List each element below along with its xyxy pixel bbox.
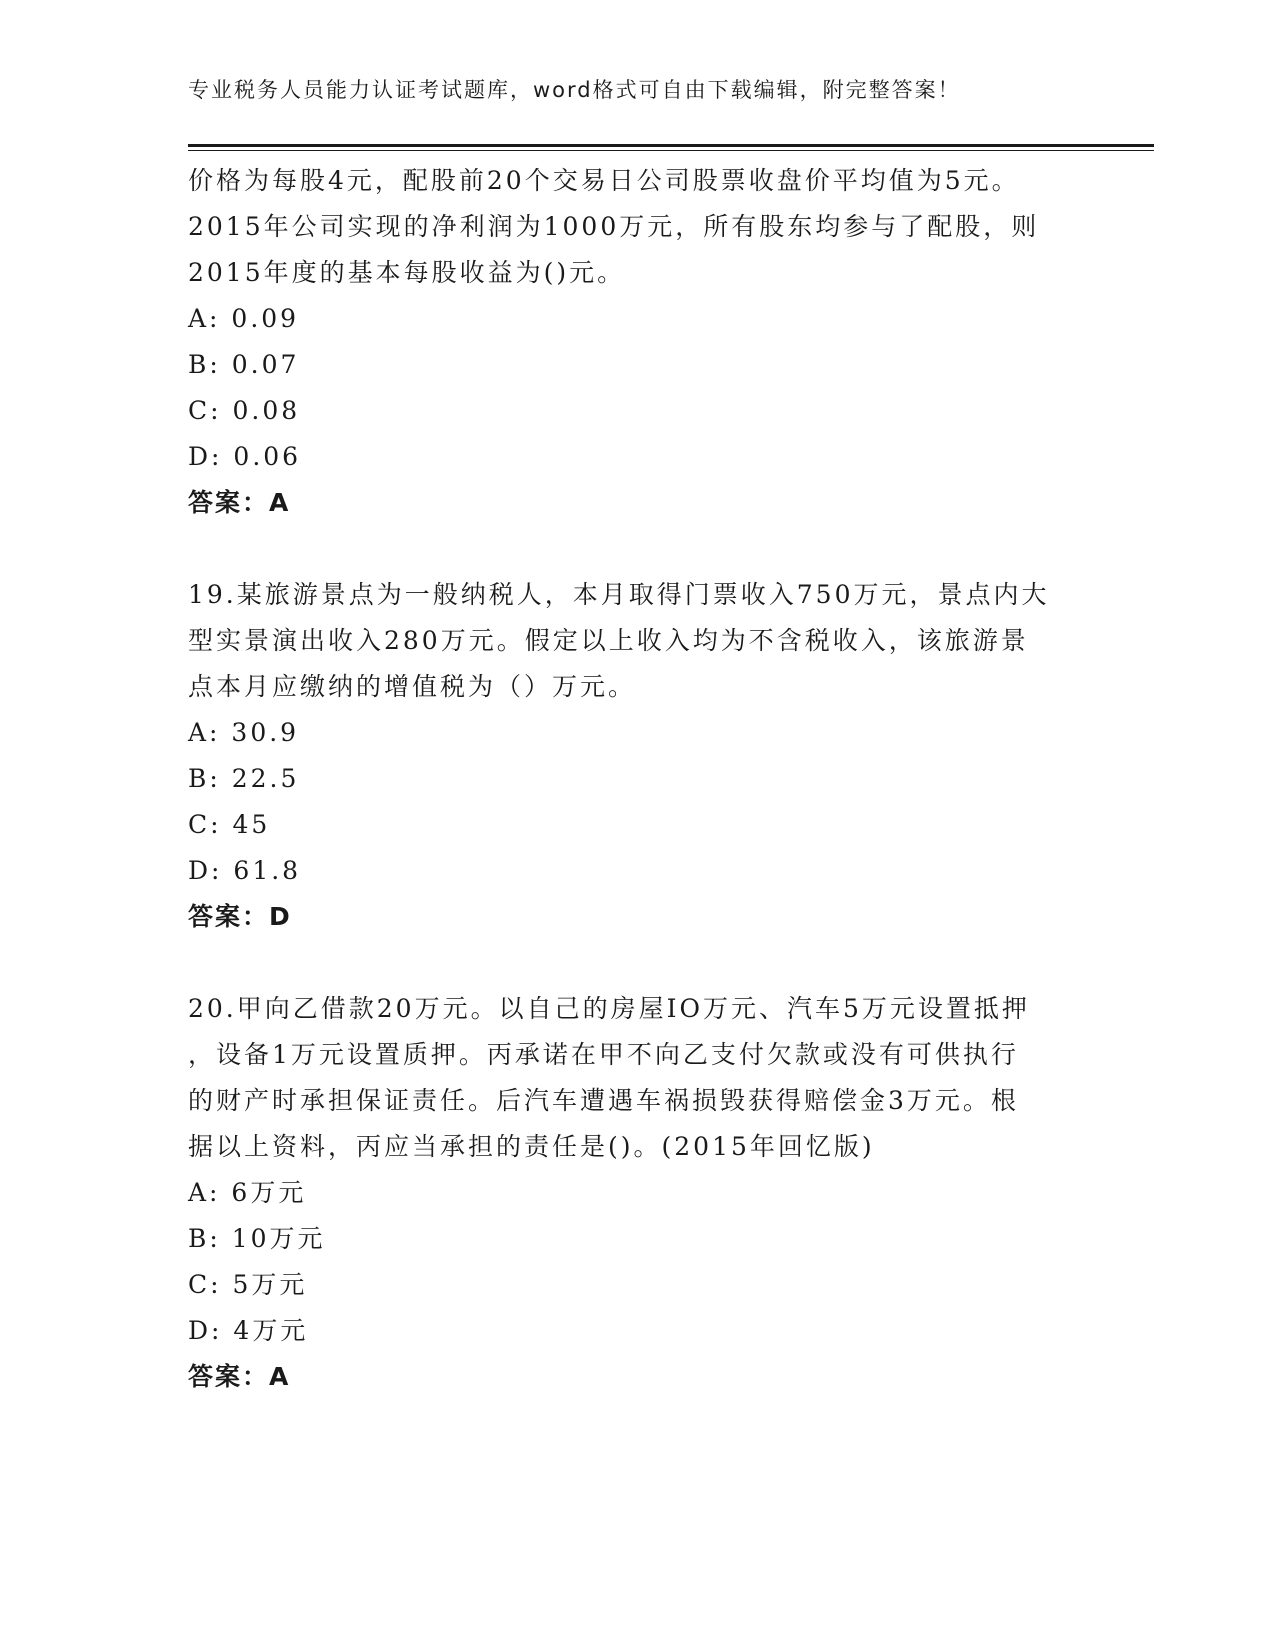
header-rule-thick xyxy=(188,144,1154,147)
header-rule-thin xyxy=(188,150,1154,151)
question-text-line: 型实景演出收入280万元。假定以上收入均为不含税收入，该旅游景 xyxy=(188,626,1029,655)
question-text-line: 2015年度的基本每股收益为()元。 xyxy=(188,258,626,287)
answer-label: 答案：A xyxy=(188,1362,291,1391)
option-b: B: 22.5 xyxy=(188,764,300,793)
question-text-line: 的财产时承担保证责任。后汽车遭遇车祸损毁获得赔偿金3万元。根 xyxy=(188,1086,1019,1115)
option-d: D: 61.8 xyxy=(188,856,302,885)
spacer xyxy=(188,526,1088,572)
question-text-line: 20.甲向乙借款20万元。以自己的房屋IO万元、汽车5万元设置抵押 xyxy=(188,994,1030,1023)
question-block-20 xyxy=(188,986,1088,1400)
question-text-line: 19.某旅游景点为一般纳税人，本月取得门票收入750万元，景点内大 xyxy=(188,580,1050,609)
question-block-18 xyxy=(188,158,1088,526)
document-body xyxy=(188,158,1088,1400)
question-text-line: ，设备1万元设置质押。丙承诺在甲不向乙支付欠款或没有可供执行 xyxy=(188,1040,1019,1069)
option-b: B: 0.07 xyxy=(188,350,300,379)
question-text-line: 价格为每股4元，配股前20个交易日公司股票收盘价平均值为5元。 xyxy=(188,166,1020,195)
question-text-line: 点本月应缴纳的增值税为（）万元。 xyxy=(188,672,637,701)
option-d: D: 4万元 xyxy=(188,1316,309,1345)
option-a: A: 30.9 xyxy=(188,718,300,747)
option-a: A: 6万元 xyxy=(188,1178,307,1207)
answer-label: 答案：D xyxy=(188,902,292,931)
option-d: D: 0.06 xyxy=(188,442,302,471)
question-text-line: 2015年公司实现的净利润为1000万元，所有股东均参与了配股，则 xyxy=(188,212,1040,241)
page-header: 专业税务人员能力认证考试题库，word格式可自由下载编辑，附完整答案！ xyxy=(188,78,961,102)
option-c: C: 45 xyxy=(188,810,271,839)
spacer xyxy=(188,940,1088,986)
question-text-line: 据以上资料，丙应当承担的责任是()。(2015年回忆版) xyxy=(188,1132,875,1161)
answer-label: 答案：A xyxy=(188,488,291,517)
question-block-19 xyxy=(188,572,1088,940)
option-b: B: 10万元 xyxy=(188,1224,326,1253)
option-c: C: 0.08 xyxy=(188,396,301,425)
option-a: A: 0.09 xyxy=(188,304,300,333)
option-c: C: 5万元 xyxy=(188,1270,308,1299)
